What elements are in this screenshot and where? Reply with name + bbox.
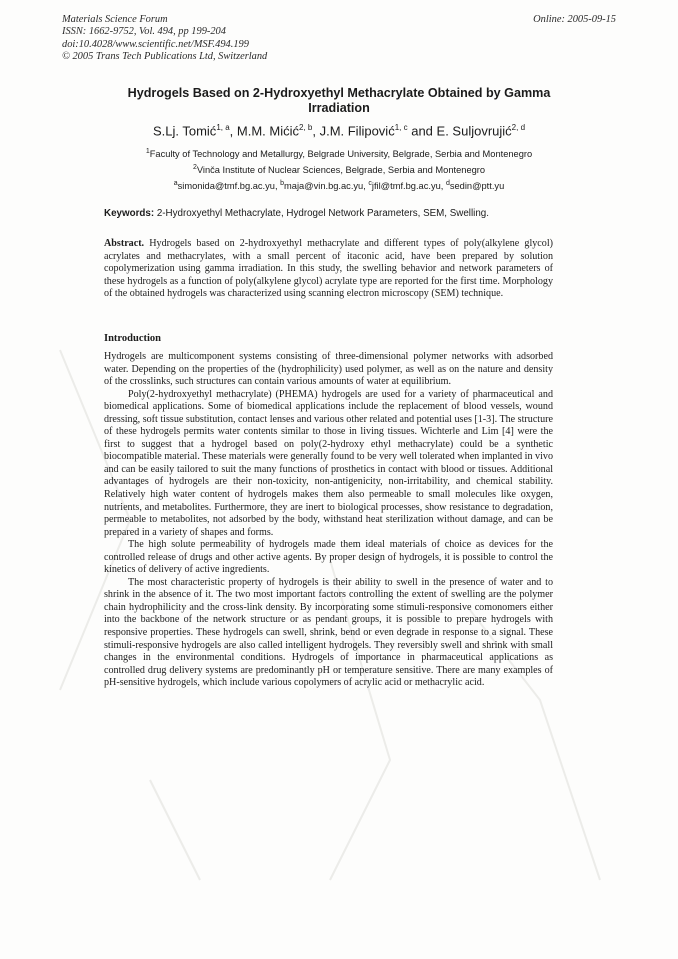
author-name: M.M. Mićić bbox=[236, 123, 299, 139]
email-superscript: b bbox=[280, 180, 285, 187]
author-superscript: 1, a bbox=[216, 123, 230, 132]
affiliation-1 bbox=[62, 148, 616, 159]
keywords-label: Keywords: bbox=[104, 208, 155, 219]
email-link[interactable]: sedin@ptt.yu bbox=[449, 181, 505, 192]
keywords-line bbox=[104, 208, 489, 219]
journal-header bbox=[62, 14, 267, 63]
online-date: Online: 2005-09-15 bbox=[533, 14, 616, 25]
abstract bbox=[104, 238, 553, 301]
email-link[interactable]: maja@vin.bg.ac.yu bbox=[284, 181, 364, 192]
introduction-heading: Introduction bbox=[104, 333, 161, 344]
email-link[interactable]: simonida@tmf.bg.ac.yu bbox=[177, 181, 275, 192]
author-name: J.M. Filipović bbox=[319, 123, 395, 139]
email-superscript: d bbox=[445, 180, 450, 187]
copyright-line: © 2005 Trans Tech Publications Ltd, Switzerland bbox=[62, 50, 268, 62]
affiliation-superscript: 2 bbox=[192, 164, 197, 171]
keywords-text: 2-Hydroxyethyl Methacrylate, Hydrogel Network Parameters, SEM, Swelling. bbox=[156, 208, 489, 219]
author-superscript: 2, b bbox=[299, 123, 313, 132]
introduction-body bbox=[104, 351, 553, 690]
affiliation-superscript: 1 bbox=[145, 148, 150, 155]
author-superscript: 1, c bbox=[394, 123, 408, 132]
paragraph: The high solute permeability of hydrogels made them ideal materials of choice as devices for the controlled release of drugs and other active agents. By proper design of hydrogels, it is possible to control the kinetics of delivery of active ingredients. bbox=[104, 539, 553, 576]
abstract-text: Hydrogels based on 2-hydroxyethyl methacrylate and different types of poly(alkylene glycol) acrylates and methacrylates, with a small percent of itaconic acid, have been prepared by solution copolymerization using gamma irradiation. In this study, the swelling behavior and network parameters of these hydrogels as a function of poly(alkylene glycol) acrylate type are reported for the first time. Morphology of the obtained hydrogels was characterized using scanning electron microscopy (SEM) technique. bbox=[104, 238, 553, 300]
affiliation-text: Faculty of Technology and Metallurgy, Belgrade University, Belgrade, Serbia and Montenegro bbox=[149, 149, 533, 160]
author-superscript: 2, d bbox=[511, 123, 526, 132]
paragraph: The most characteristic property of hydrogels is their ability to swell in the presence of water and to shrink in the absence of it. The two most important factors controlling the extent of swelling are the polymer chain hydrophilicity and the cross-link density. By incorporating some stimuli-responsive comonomers either into the backbone of the network structure or as pendant groups, it is possible to prepare hydrogels with responsive properties. These hydrogels can swell, shrink, bend or even degrade in response to a signal. These stimuli-responsive hydrogels are also called intelligent hydrogels. They reversibly swell and shrink with small changes in the environmental conditions. Hydrogels of importance in pharmaceutical applications as controlled drug delivery systems are predominantly pH or temperature sensitive. There are many examples of pH-sensitive hydrogels, which include various copolymers of acrylic acid or methacrylic acid. bbox=[104, 576, 553, 689]
author-list: S.Lj. Tomić$^{1, a}$, M.M. Mićić$^{2, b}$, J.M. Filipović$^{1, c}$ and E. Suljovrujić$^{2, d}$ bbox=[152, 123, 526, 139]
journal-name: Materials Science Forum bbox=[62, 14, 168, 25]
email-link[interactable]: jfil@tmf.bg.ac.yu bbox=[371, 181, 441, 192]
issn-line: ISSN: 1662-9752, Vol. 494, pp 199-204 bbox=[62, 26, 226, 38]
affiliation-text: Vinča Institute of Nuclear Sciences, Belgrade, Serbia and Montenegro bbox=[196, 165, 486, 176]
email-list: $^a$simonida@tmf.bg.ac.yu, $^b$maja@vin.bg.ac.yu, $^c$jfil@tmf.bg.ac.yu, $^d$sedin@ptt.yu bbox=[173, 180, 505, 192]
paragraph: Hydrogels are multicomponent systems consisting of three-dimensional polymer networks with adsorbed water. Depending on the properties of the (hydrophilicity) used polymer, as well as on the nature and density of the crosslinks, such structures can contain various amounts of water at equilibrium. bbox=[104, 351, 553, 388]
abstract-label: Abstract. bbox=[104, 238, 145, 249]
affiliation-2 bbox=[62, 164, 616, 175]
paper-title: Hydrogels Based on 2-Hydroxyethyl Methacrylate Obtained by Gamma Irradiation bbox=[127, 86, 551, 115]
doi-link[interactable]: doi:10.4028/www.scientific.net/MSF.494.199 bbox=[62, 38, 249, 50]
author-name: S.Lj. Tomić bbox=[152, 123, 217, 139]
email-superscript: c bbox=[368, 180, 372, 187]
paragraph: Poly(2-hydroxyethyl methacrylate) (PHEMA) hydrogels are used for a variety of pharmaceutical and biomedical applications. Some of biomedical applications include the replacement of blood vessels, wound dressing, soft tissue substitution, contact lenses and various other related and potential uses [1-3]. The structure of these hydrogels permits water contents similar to those in living tissues. Wichterle and Lim [4] were the first to suggest that a hydrogel based on poly(2-hydroxy ethyl methacrylate) could be a synthetic biocompatible material. These materials were generally found to be very well tolerated when implanted in vivo and can be easily tailored to suit the many functions of prosthetics in contact with blood or tissues. Additional advantages of hydrogels are their non-toxicity, non-antigenicity, non-irritability, and chemical stability. Relatively high water content of hydrogels makes them also permeable to small molecules like oxygen, nutrients, and metabolites. Furthermore, they are inert to biological processes, show resistance to degradation, permeable to metabolites, not adsorbed by the body, withstand heat sterilization without damage, and can be prepared in a variety of shapes and forms. bbox=[104, 388, 553, 538]
author-name: E. Suljovrujić bbox=[436, 123, 512, 139]
email-superscript: a bbox=[173, 180, 178, 187]
